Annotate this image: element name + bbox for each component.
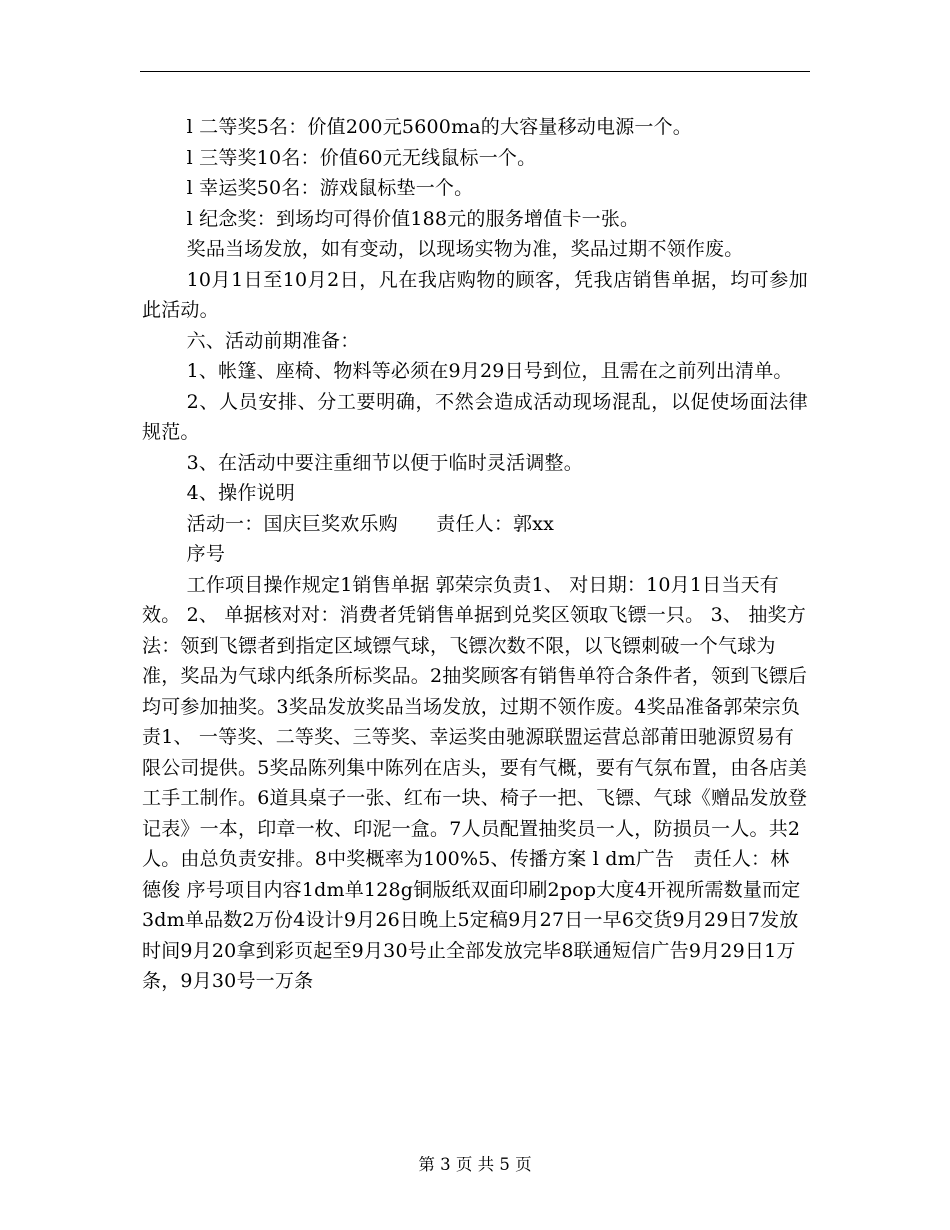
- prep-item-2: 2、人员安排、分工要明确，不然会造成活动现场混乱，以促使场面法律规范。: [142, 390, 808, 443]
- prep-item-4: 4、操作说明: [186, 482, 295, 504]
- prize-souvenir: l 纪念奖：到场均可得价值188元的服务增值卡一张。: [186, 207, 640, 230]
- prize-third: l 三等奖10名：价值60元无线鼠标一个。: [186, 146, 537, 169]
- document-body: [142, 112, 808, 997]
- prep-item-1: 1、帐篷、座椅、物料等必须在9月29日号到位，且需在之前列出清单。: [186, 360, 793, 382]
- section-heading-preparation: 六、活动前期准备：: [186, 329, 360, 352]
- prep-item-3: 3、在活动中要注重细节以便于临时灵活调整。: [186, 451, 583, 474]
- prize-note: 奖品当场发放，如有变动，以现场实物为准，奖品过期不领作废。: [186, 238, 744, 260]
- header-rule: [140, 71, 810, 72]
- activity-one-title: 活动一：国庆巨奖欢乐购 责任人：郭xx: [186, 512, 555, 535]
- activity-period: 10月1日至10月2日，凡在我店购物的顾客，凭我店销售单据，均可参加此活动。: [142, 268, 808, 321]
- prize-lucky: l 幸运奖50名：游戏鼠标垫一个。: [186, 177, 474, 199]
- work-items-paragraph: 工作项目操作规定1销售单据 郭荣宗负责1、 对日期：10月1日当天有效。 2、 单据核对对：消费者凭销售单据到兑奖区领取飞镖一只。 3、 抽奖方法：领到飞镖者到指定区域镖气球，飞镖次数不限，以飞镖刺破一个气球为准，奖品为气球内纸条所标奖品。2抽奖顾客有销售单符合条件者，领到飞镖后均可参加抽奖。3奖品发放奖品当场发放，过期不领作废。4奖品准备郭荣宗负责1、 一等奖、二等奖、三等奖、幸运奖由驰源联盟运营总部莆田驰源贸易有限公司提供。5奖品陈列集中陈列在店头，要有气概，要有气氛布置，由各店美工手工制作。6道具桌子一张、红布一块、椅子一把、飞镖、气球《赠品发放登记表》一本，印章一枚、印泥一盒。7人员配置抽奖员一人，防损员一人。共2人。由总负责安排。8中奖概率为100%5、传播方案 l dm广告 责任人：林德俊 序号项目内容1dm单128g铜版纸双面印刷2pop大度4开视所需数量而定3dm单品数2万份4设计9月26日晚上5定稿9月27日一早6交货9月29日7发放时间9月20拿到彩页起至9月30号止全部发放完毕8联通短信广告9月29日1万条，9月30号一万条: [142, 573, 808, 992]
- page-footer: 第 3 页 共 5 页: [418, 1155, 532, 1174]
- serial-number-label: 序号: [186, 543, 226, 565]
- prize-second: l 二等奖5名：价值200元5600ma的大容量移动电源一个。: [186, 116, 693, 138]
